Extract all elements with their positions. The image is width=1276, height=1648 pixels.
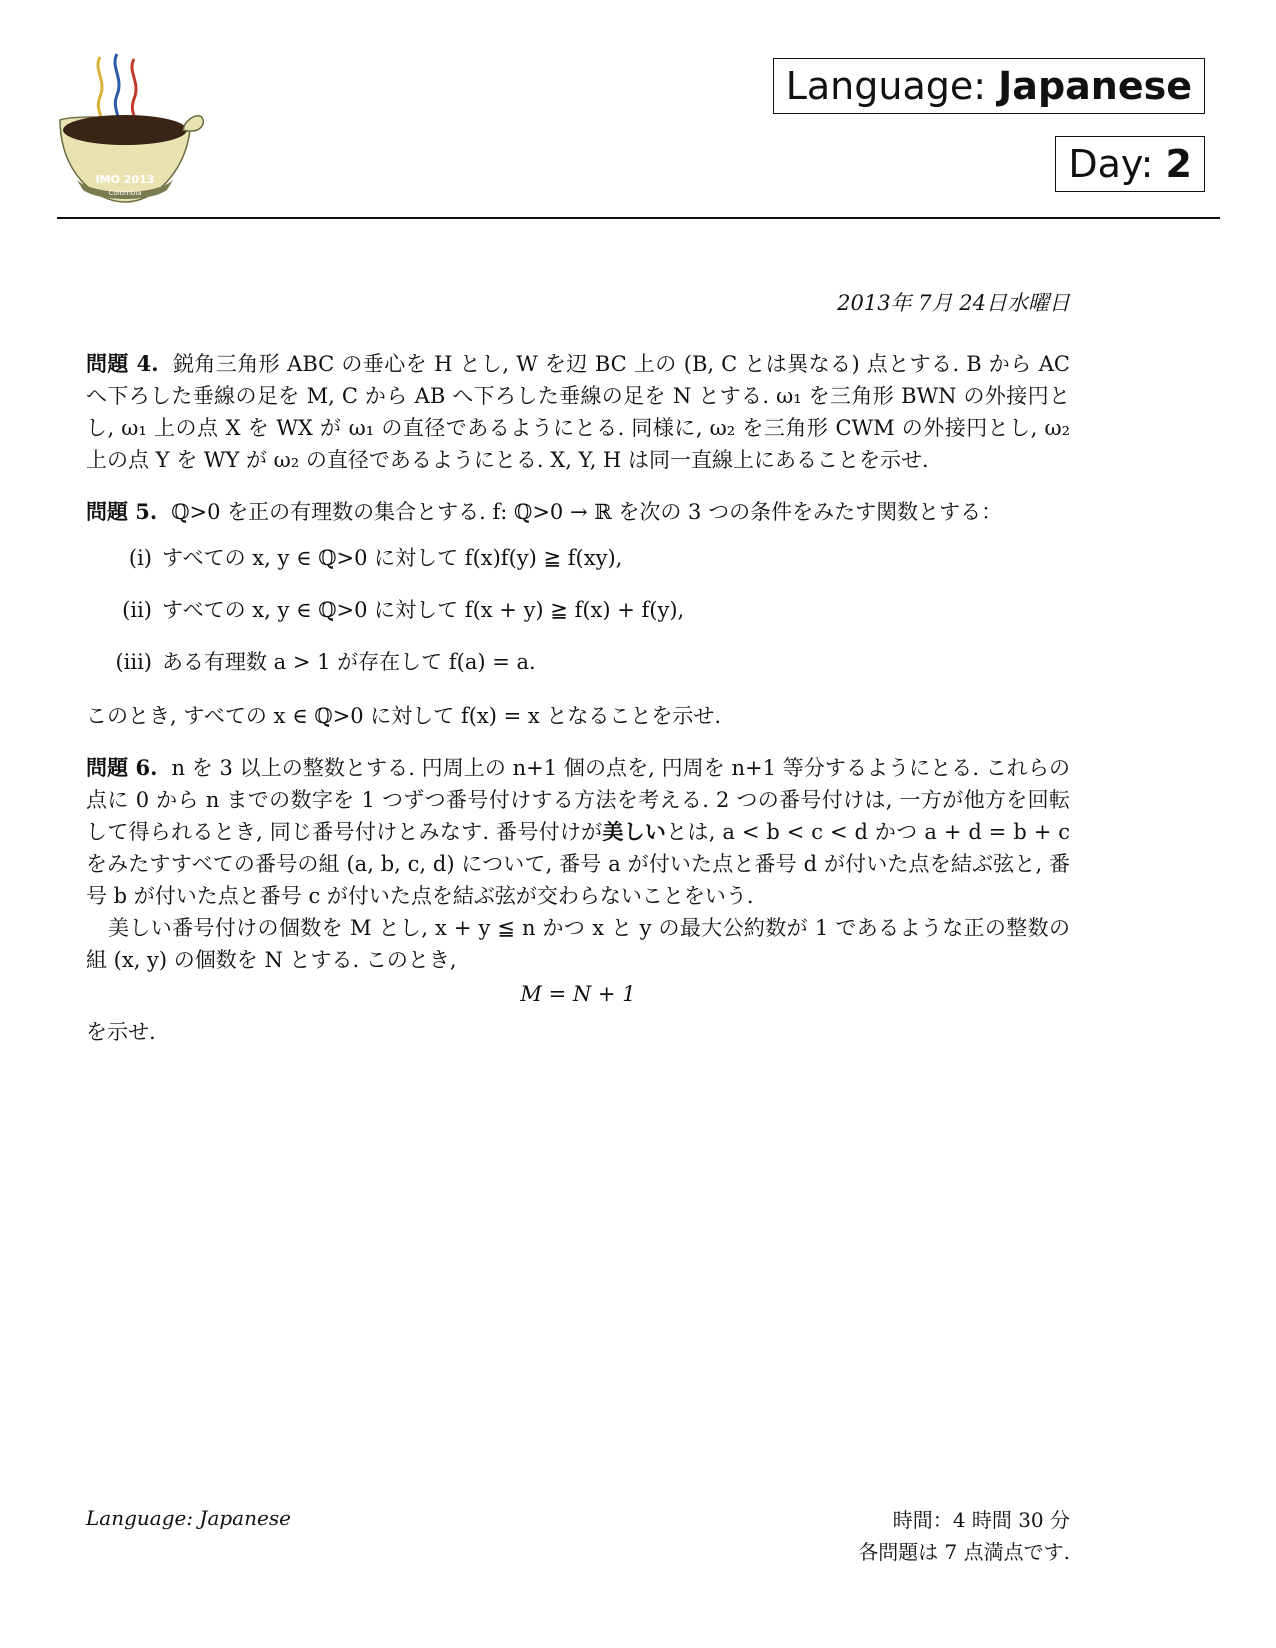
language-value: Japanese — [998, 64, 1192, 108]
problem-6-label: 問題 6. — [86, 755, 158, 780]
problem-6-text-1a: n を 3 以上の整数とする. 円周上の n+1 個の点を, 円周を n+1 等分するようにとる. これらの点に 0 から n までの数字を 1 つずつ番号付けする方法を考える. 2 つの番号付けは, 一方が他方を回転して得られるとき, 同じ番号付けとみなす. 番号付けが — [86, 756, 1071, 844]
footer-language: Language: Japanese — [86, 1506, 291, 1530]
problem-5-conditions — [104, 544, 1070, 676]
imo-2013-logo — [55, 52, 205, 207]
condition-text: ある有理数 a > 1 が存在して f(a) = a. — [162, 650, 536, 674]
condition-text: すべての x, y ∈ ℚ>0 に対して f(x)f(y) ≧ f(xy), — [162, 546, 623, 570]
condition-iii — [104, 648, 1070, 676]
problem-5-conclusion: このとき, すべての x ∈ ℚ>0 に対して f(x) = x となることを示せ. — [86, 704, 722, 728]
header-divider — [57, 217, 1220, 219]
condition-number: (i) — [128, 546, 152, 570]
problem-4 — [86, 348, 1070, 476]
problem-4-label: 問題 4. — [86, 351, 159, 376]
problem-5-intro: ℚ>0 を正の有理数の集合とする. f: ℚ>0 → ℝ を次の 3 つの条件をみたす関数とする： — [171, 500, 1003, 524]
day-box — [1055, 136, 1205, 192]
problem-6-text-1b: とは, a < b < c < d かつ a + d = b + c をみたすすべての番号の組 (a, b, c, d) について, 番号 a が付いた点と番号 d が付いた点を結ぶ弦と, 番号 b が付いた点と番号 c が付いた点を結ぶ弦が交わらないことをいう. — [86, 820, 1071, 908]
problem-6-equation: M = N + 1 — [520, 982, 636, 1006]
problem-6-closing: を示せ. — [86, 1020, 156, 1044]
problem-6-text-2: 美しい番号付けの個数を M とし, x + y ≦ n かつ x と y の最大公約数が 1 であるような正の整数の組 (x, y) の個数を N とする. このとき, — [86, 916, 1070, 972]
condition-number: (iii) — [115, 650, 152, 674]
problems-section — [86, 348, 1070, 1068]
problem-4-text: 鋭角三角形 ABC の垂心を H とし, W を辺 BC 上の (B, C とは異なる) 点とする. B から AC へ下ろした垂線の足を M, C から AB へ下ろした垂線の足を N とする. ω₁ を三角形 BWN の外接円とし, ω₁ 上の点 X を WX が ω₁ の直径であるようにとる. 同様に, ω₂ を三角形 CWM の外接円とし, ω₂ 上の点 Y を WY が ω₂ の直径であるようにとる. X, Y, H は同一直線上にあることを示せ. — [86, 352, 1070, 472]
day-label: Day: — [1068, 142, 1154, 186]
logo-text: IMO 2013 — [95, 173, 155, 186]
footer-time: 時間：4 時間 30 分 — [892, 1508, 1070, 1532]
problem-5-label: 問題 5. — [86, 499, 158, 524]
footer-info — [858, 1504, 1070, 1568]
problem-6 — [86, 752, 1070, 1048]
footer-points: 各問題は 7 点満点です. — [858, 1540, 1070, 1564]
condition-text: すべての x, y ∈ ℚ>0 に対して f(x + y) ≧ f(x) + f(y), — [162, 598, 685, 622]
exam-date: 2013年 7月 24日水曜日 — [837, 291, 1070, 315]
condition-i — [104, 544, 1070, 572]
logo-subtext: Colombia — [108, 189, 142, 197]
problem-6-bold-term: 美しい — [602, 819, 667, 844]
problem-5 — [86, 496, 1070, 732]
language-box — [773, 58, 1205, 114]
condition-ii — [104, 596, 1070, 624]
day-value: 2 — [1165, 142, 1192, 186]
language-label: Language: — [785, 64, 987, 108]
condition-number: (ii) — [122, 598, 152, 622]
